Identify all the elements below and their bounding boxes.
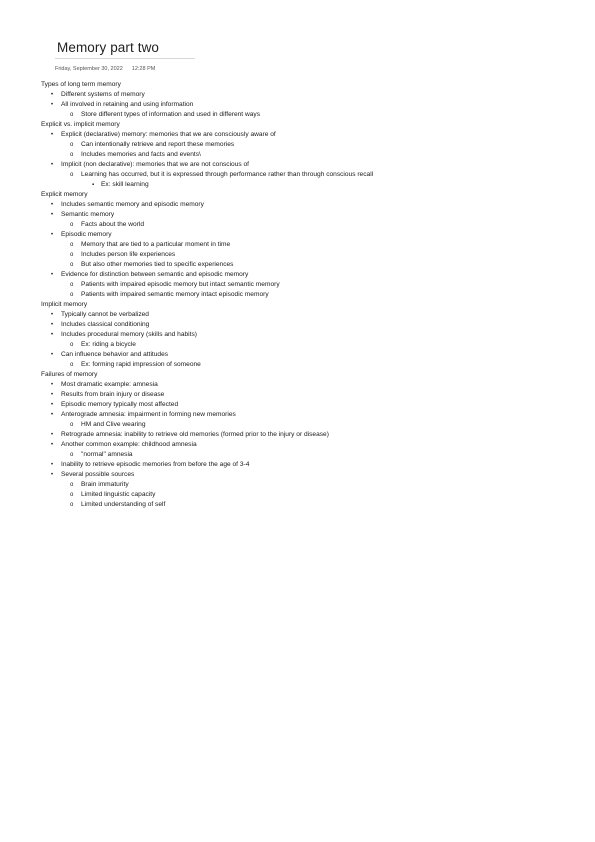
outline-text: Results from brain injury or disease: [61, 391, 165, 398]
outline-text: Limited understanding of self: [81, 501, 166, 508]
outline-text: Failures of memory: [41, 371, 98, 378]
outline-text: All involved in retaining and using information: [61, 101, 194, 108]
bullet-dot-icon: •: [51, 162, 54, 168]
outline-text: Implicit (non declarative): memories that we are not conscious of: [61, 161, 250, 168]
outline-text: Ex: riding a bicycle: [81, 341, 136, 348]
outline-item: [41, 150, 581, 160]
outline-item: [41, 140, 581, 150]
outline-item: [41, 500, 581, 510]
outline-heading: [41, 190, 581, 200]
outline-item: [41, 460, 581, 470]
bullet-circle-icon: o: [70, 342, 74, 348]
outline-item: [41, 200, 581, 210]
outline-item: [41, 270, 581, 280]
outline-text: Explicit memory: [41, 191, 88, 198]
bullet-circle-icon: o: [70, 502, 74, 508]
bullet-circle-icon: o: [70, 422, 74, 428]
outline-text: Includes memories and facts and events\: [81, 151, 201, 158]
bullet-circle-icon: o: [70, 452, 74, 458]
outline-item: [41, 130, 581, 140]
outline-item: [41, 400, 581, 410]
bullet-circle-icon: o: [70, 222, 74, 228]
outline-text: Explicit (declarative) memory: memories that we are consciously aware of: [61, 131, 276, 138]
outline-item: [41, 330, 581, 340]
outline-text: Limited linguistic capacity: [81, 491, 156, 498]
outline-text: Episodic memory: [61, 231, 112, 238]
outline-text: "normal" amnesia: [81, 451, 133, 458]
bullet-circle-icon: o: [70, 172, 74, 178]
bullet-dot-icon: •: [51, 132, 54, 138]
bullet-dot-icon: •: [51, 402, 54, 408]
bullet-circle-icon: o: [70, 152, 74, 158]
outline-heading: [41, 370, 581, 380]
outline-item: [41, 170, 581, 180]
outline-item: [41, 340, 581, 350]
page-timestamp: [55, 66, 155, 72]
outline-item: [41, 360, 581, 370]
outline-item: [41, 110, 581, 120]
outline-text: Learning has occurred, but it is expressed through performance rather than through conscious recall: [81, 171, 374, 178]
outline-item: [41, 490, 581, 500]
outline-item: [41, 180, 581, 190]
outline-text: Retrograde amnesia: inability to retrieve old memories (formed prior to the injury or disease): [61, 431, 329, 438]
outline-item: [41, 210, 581, 220]
outline-item: [41, 440, 581, 450]
outline-item: [41, 90, 581, 100]
outline-item: [41, 220, 581, 230]
outline-item: [41, 290, 581, 300]
note-body[interactable]: [41, 80, 581, 510]
bullet-circle-icon: o: [70, 252, 74, 258]
outline-text: Types of long term memory: [41, 81, 121, 88]
outline-item: [41, 450, 581, 460]
outline-item: [41, 380, 581, 390]
bullet-dot-icon: •: [51, 92, 54, 98]
outline-heading: [41, 80, 581, 90]
outline-heading: [41, 120, 581, 130]
outline-item: [41, 240, 581, 250]
outline-item: [41, 430, 581, 440]
outline-text: Can intentionally retrieve and report these memories: [81, 141, 235, 148]
bullet-dot-icon: •: [51, 432, 54, 438]
bullet-dot-icon: •: [51, 322, 54, 328]
bullet-circle-icon: o: [70, 492, 74, 498]
outline-text: Most dramatic example: amnesia: [61, 381, 158, 388]
bullet-circle-icon: o: [70, 282, 74, 288]
bullet-dot-icon: •: [51, 382, 54, 388]
outline-text: Different systems of memory: [61, 91, 145, 98]
outline-text: Includes person life experiences: [81, 251, 176, 258]
outline-item: [41, 230, 581, 240]
outline-text: Explicit vs. implicit memory: [41, 121, 120, 128]
outline-text: HM and Clive wearing: [81, 421, 146, 428]
bullet-square-icon: ▪: [92, 182, 95, 188]
bullet-dot-icon: •: [51, 472, 54, 478]
bullet-dot-icon: •: [51, 412, 54, 418]
outline-text: Typically cannot be verbalized: [61, 311, 149, 318]
outline-text: Implicit memory: [41, 301, 88, 308]
page-title[interactable]: Memory part two: [57, 40, 160, 55]
outline-text: Another common example: childhood amnesia: [61, 441, 197, 448]
outline-text: Episodic memory typically most affected: [61, 401, 179, 408]
outline-item: [41, 420, 581, 430]
bullet-dot-icon: •: [51, 332, 54, 338]
bullet-dot-icon: •: [51, 232, 54, 238]
bullet-dot-icon: •: [51, 202, 54, 208]
outline-item: [41, 470, 581, 480]
bullet-dot-icon: •: [51, 102, 54, 108]
bullet-circle-icon: o: [70, 262, 74, 268]
outline-item: [41, 410, 581, 420]
outline-text: Memory that are tied to a particular moment in time: [81, 241, 231, 248]
bullet-circle-icon: o: [70, 292, 74, 298]
outline-text: But also other memories tied to specific experiences: [81, 261, 234, 268]
bullet-dot-icon: •: [51, 272, 54, 278]
outline-text: Facts about the world: [81, 221, 145, 228]
bullet-dot-icon: •: [51, 312, 54, 318]
title-divider: [55, 58, 195, 59]
bullet-circle-icon: o: [70, 362, 74, 368]
outline-item: [41, 310, 581, 320]
outline-text: Several possible sources: [61, 471, 135, 478]
outline-item: [41, 390, 581, 400]
outline-text: Patients with impaired semantic memory intact episodic memory: [81, 291, 269, 298]
bullet-dot-icon: •: [51, 392, 54, 398]
outline-text: Patients with impaired episodic memory but intact semantic memory: [81, 281, 280, 288]
outline-item: [41, 350, 581, 360]
bullet-circle-icon: o: [70, 142, 74, 148]
outline-item: [41, 480, 581, 490]
bullet-circle-icon: o: [70, 482, 74, 488]
outline-item: [41, 100, 581, 110]
outline-item: [41, 160, 581, 170]
page-date: Friday, September 30, 2022: [55, 66, 123, 72]
outline-text: Inability to retrieve episodic memories from before the age of 3-4: [61, 461, 250, 468]
outline-text: Includes procedural memory (skills and habits): [61, 331, 197, 338]
outline-heading: [41, 300, 581, 310]
outline-text: Includes classical conditioning: [61, 321, 150, 328]
outline-text: Semantic memory: [61, 211, 115, 218]
bullet-dot-icon: •: [51, 462, 54, 468]
bullet-dot-icon: •: [51, 212, 54, 218]
outline-item: [41, 250, 581, 260]
outline-item: [41, 320, 581, 330]
outline-text: Evidence for distinction between semantic and episodic memory: [61, 271, 249, 278]
outline-item: [41, 280, 581, 290]
outline-text: Store different types of information and used in different ways: [81, 111, 260, 118]
outline-text: Includes semantic memory and episodic memory: [61, 201, 204, 208]
page-time: 12:28 PM: [131, 66, 156, 72]
outline-text: Ex: forming rapid impression of someone: [81, 361, 201, 368]
bullet-dot-icon: •: [51, 442, 54, 448]
outline-text: Anterograde amnesia: impairment in forming new memories: [61, 411, 236, 418]
bullet-circle-icon: o: [70, 242, 74, 248]
outline-item: [41, 260, 581, 270]
outline-text: Brain immaturity: [81, 481, 129, 488]
outline-text: Can influence behavior and attitudes: [61, 351, 169, 358]
bullet-circle-icon: o: [70, 112, 74, 118]
outline-text: Ex: skill learning: [101, 181, 149, 188]
bullet-dot-icon: •: [51, 352, 54, 358]
